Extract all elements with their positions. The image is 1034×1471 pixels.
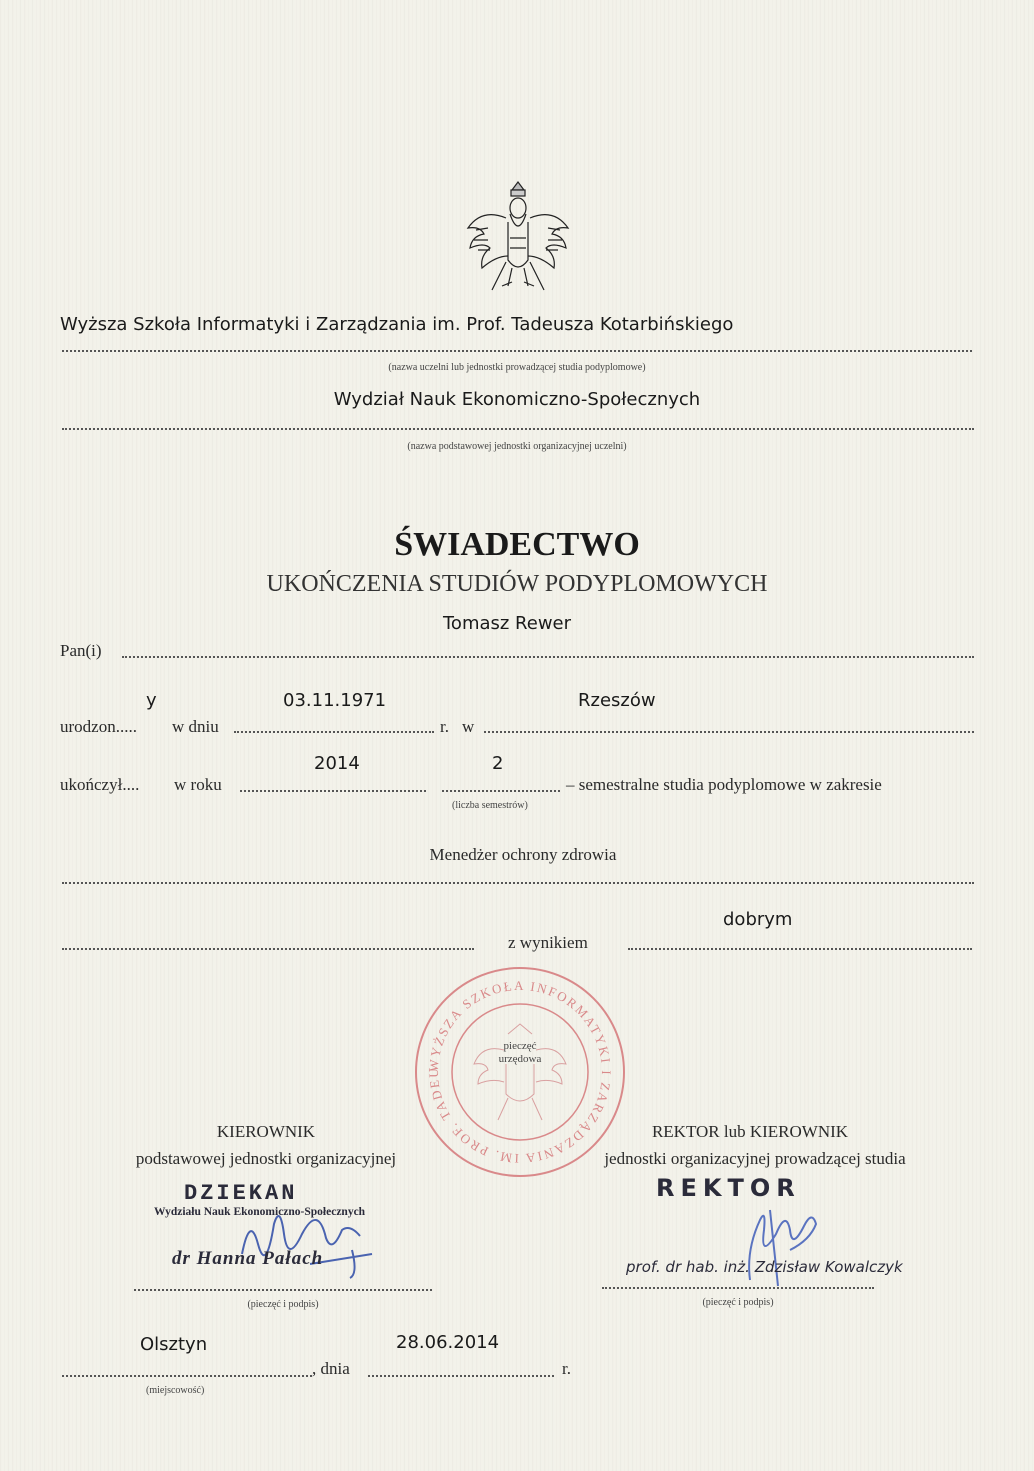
polish-eagle-emblem	[462, 178, 574, 296]
faculty-dotted-line	[62, 428, 974, 430]
semester-count: 2	[492, 753, 504, 774]
place-caption: (miejscowość)	[146, 1385, 205, 1396]
left-sign-dotted-line	[134, 1289, 432, 1291]
result-value: dobrym	[723, 909, 793, 930]
result-left-dotted-line	[62, 948, 474, 950]
birth-place: Rzeszów	[578, 690, 656, 711]
rector-stamp-title: REKTOR	[656, 1174, 801, 1202]
left-sign-title: KIEROWNIK	[216, 1122, 316, 1141]
seal-label-2: urzędowa	[498, 1053, 542, 1065]
birth-date: 03.11.1971	[283, 690, 387, 711]
dean-name: dr Hanna Pałach	[172, 1248, 324, 1269]
right-sign-title: REKTOR lub KIEROWNIK	[651, 1122, 849, 1141]
faculty-name: Wydział Nauk Ekonomiczno-Społecznych	[333, 389, 701, 410]
label-w: w	[462, 717, 475, 736]
label-born: urodzon.....	[60, 717, 137, 736]
right-sign-dotted-line	[602, 1287, 874, 1289]
rector-name: prof. dr hab. inż. Zdzisław Kowalczyk	[626, 1258, 903, 1276]
field-dotted-line	[62, 882, 974, 884]
place-dotted-line	[62, 1375, 312, 1377]
name-dotted-line	[122, 656, 974, 658]
issue-date: 28.06.2014	[396, 1332, 500, 1353]
person-name: Tomasz Rewer	[443, 613, 572, 634]
label-r: r.	[440, 717, 449, 736]
birth-place-dotted-line	[484, 731, 974, 733]
label-dnia: , dnia	[312, 1359, 350, 1378]
seal-label-1: pieczęć	[503, 1040, 537, 1052]
label-result: z wynikiem	[508, 933, 588, 952]
left-sign-subtitle: podstawowej jednostki organizacyjnej	[135, 1149, 397, 1168]
official-seal	[412, 964, 628, 1180]
dean-stamp-faculty: Wydziału Nauk Ekonomiczno-Społecznych	[154, 1206, 366, 1218]
semesters-dotted-line	[442, 790, 560, 792]
year-dotted-line	[240, 790, 426, 792]
right-sign-subtitle: jednostki organizacyjnej prowadzącej studia	[604, 1149, 906, 1168]
institution-name: Wyższa Szkoła Informatyki i Zarządzania im. Prof. Tadeusza Kotarbińskiego	[60, 314, 734, 335]
certificate-subtitle: UKOŃCZENIA STUDIÓW PODYPLOMOWYCH	[266, 571, 768, 597]
issue-place: Olsztyn	[140, 1334, 208, 1355]
date-dotted-line	[368, 1375, 554, 1377]
label-completed: ukończył....	[60, 775, 140, 794]
gender-suffix: y	[146, 690, 157, 711]
seal-ring-text: WYŻSZA SZKOŁA INFORMATYKI I ZARZĄDZANIA IM. PROF. TADEU	[425, 977, 615, 1167]
institution-caption: (nazwa uczelni lub jednostki prowadzącej studia podyplomowe)	[388, 362, 646, 373]
label-in-year: w roku	[174, 775, 222, 794]
left-sign-caption: (pieczęć i podpis)	[247, 1299, 319, 1310]
right-sign-caption: (pieczęć i podpis)	[702, 1297, 774, 1308]
label-semestral: – semestralne studia podyplomowe w zakresie	[566, 775, 882, 794]
certificate-title: ŚWIADECTWO	[394, 526, 640, 563]
semesters-caption: (liczba semestrów)	[452, 800, 528, 811]
institution-dotted-line	[62, 350, 972, 352]
dean-signature	[222, 1194, 382, 1284]
completion-year: 2014	[314, 753, 360, 774]
label-on-day: w dniu	[172, 717, 219, 736]
label-pan: Pan(i)	[60, 641, 102, 660]
birth-date-dotted-line	[234, 731, 434, 733]
result-dotted-line	[628, 948, 972, 950]
faculty-caption: (nazwa podstawowej jednostki organizacyjnej uczelni)	[407, 441, 627, 452]
field-of-study: Menedżer ochrony zdrowia	[429, 845, 617, 864]
dean-stamp-title: DZIEKAN	[184, 1181, 298, 1206]
footer-label-r: r.	[562, 1359, 571, 1378]
